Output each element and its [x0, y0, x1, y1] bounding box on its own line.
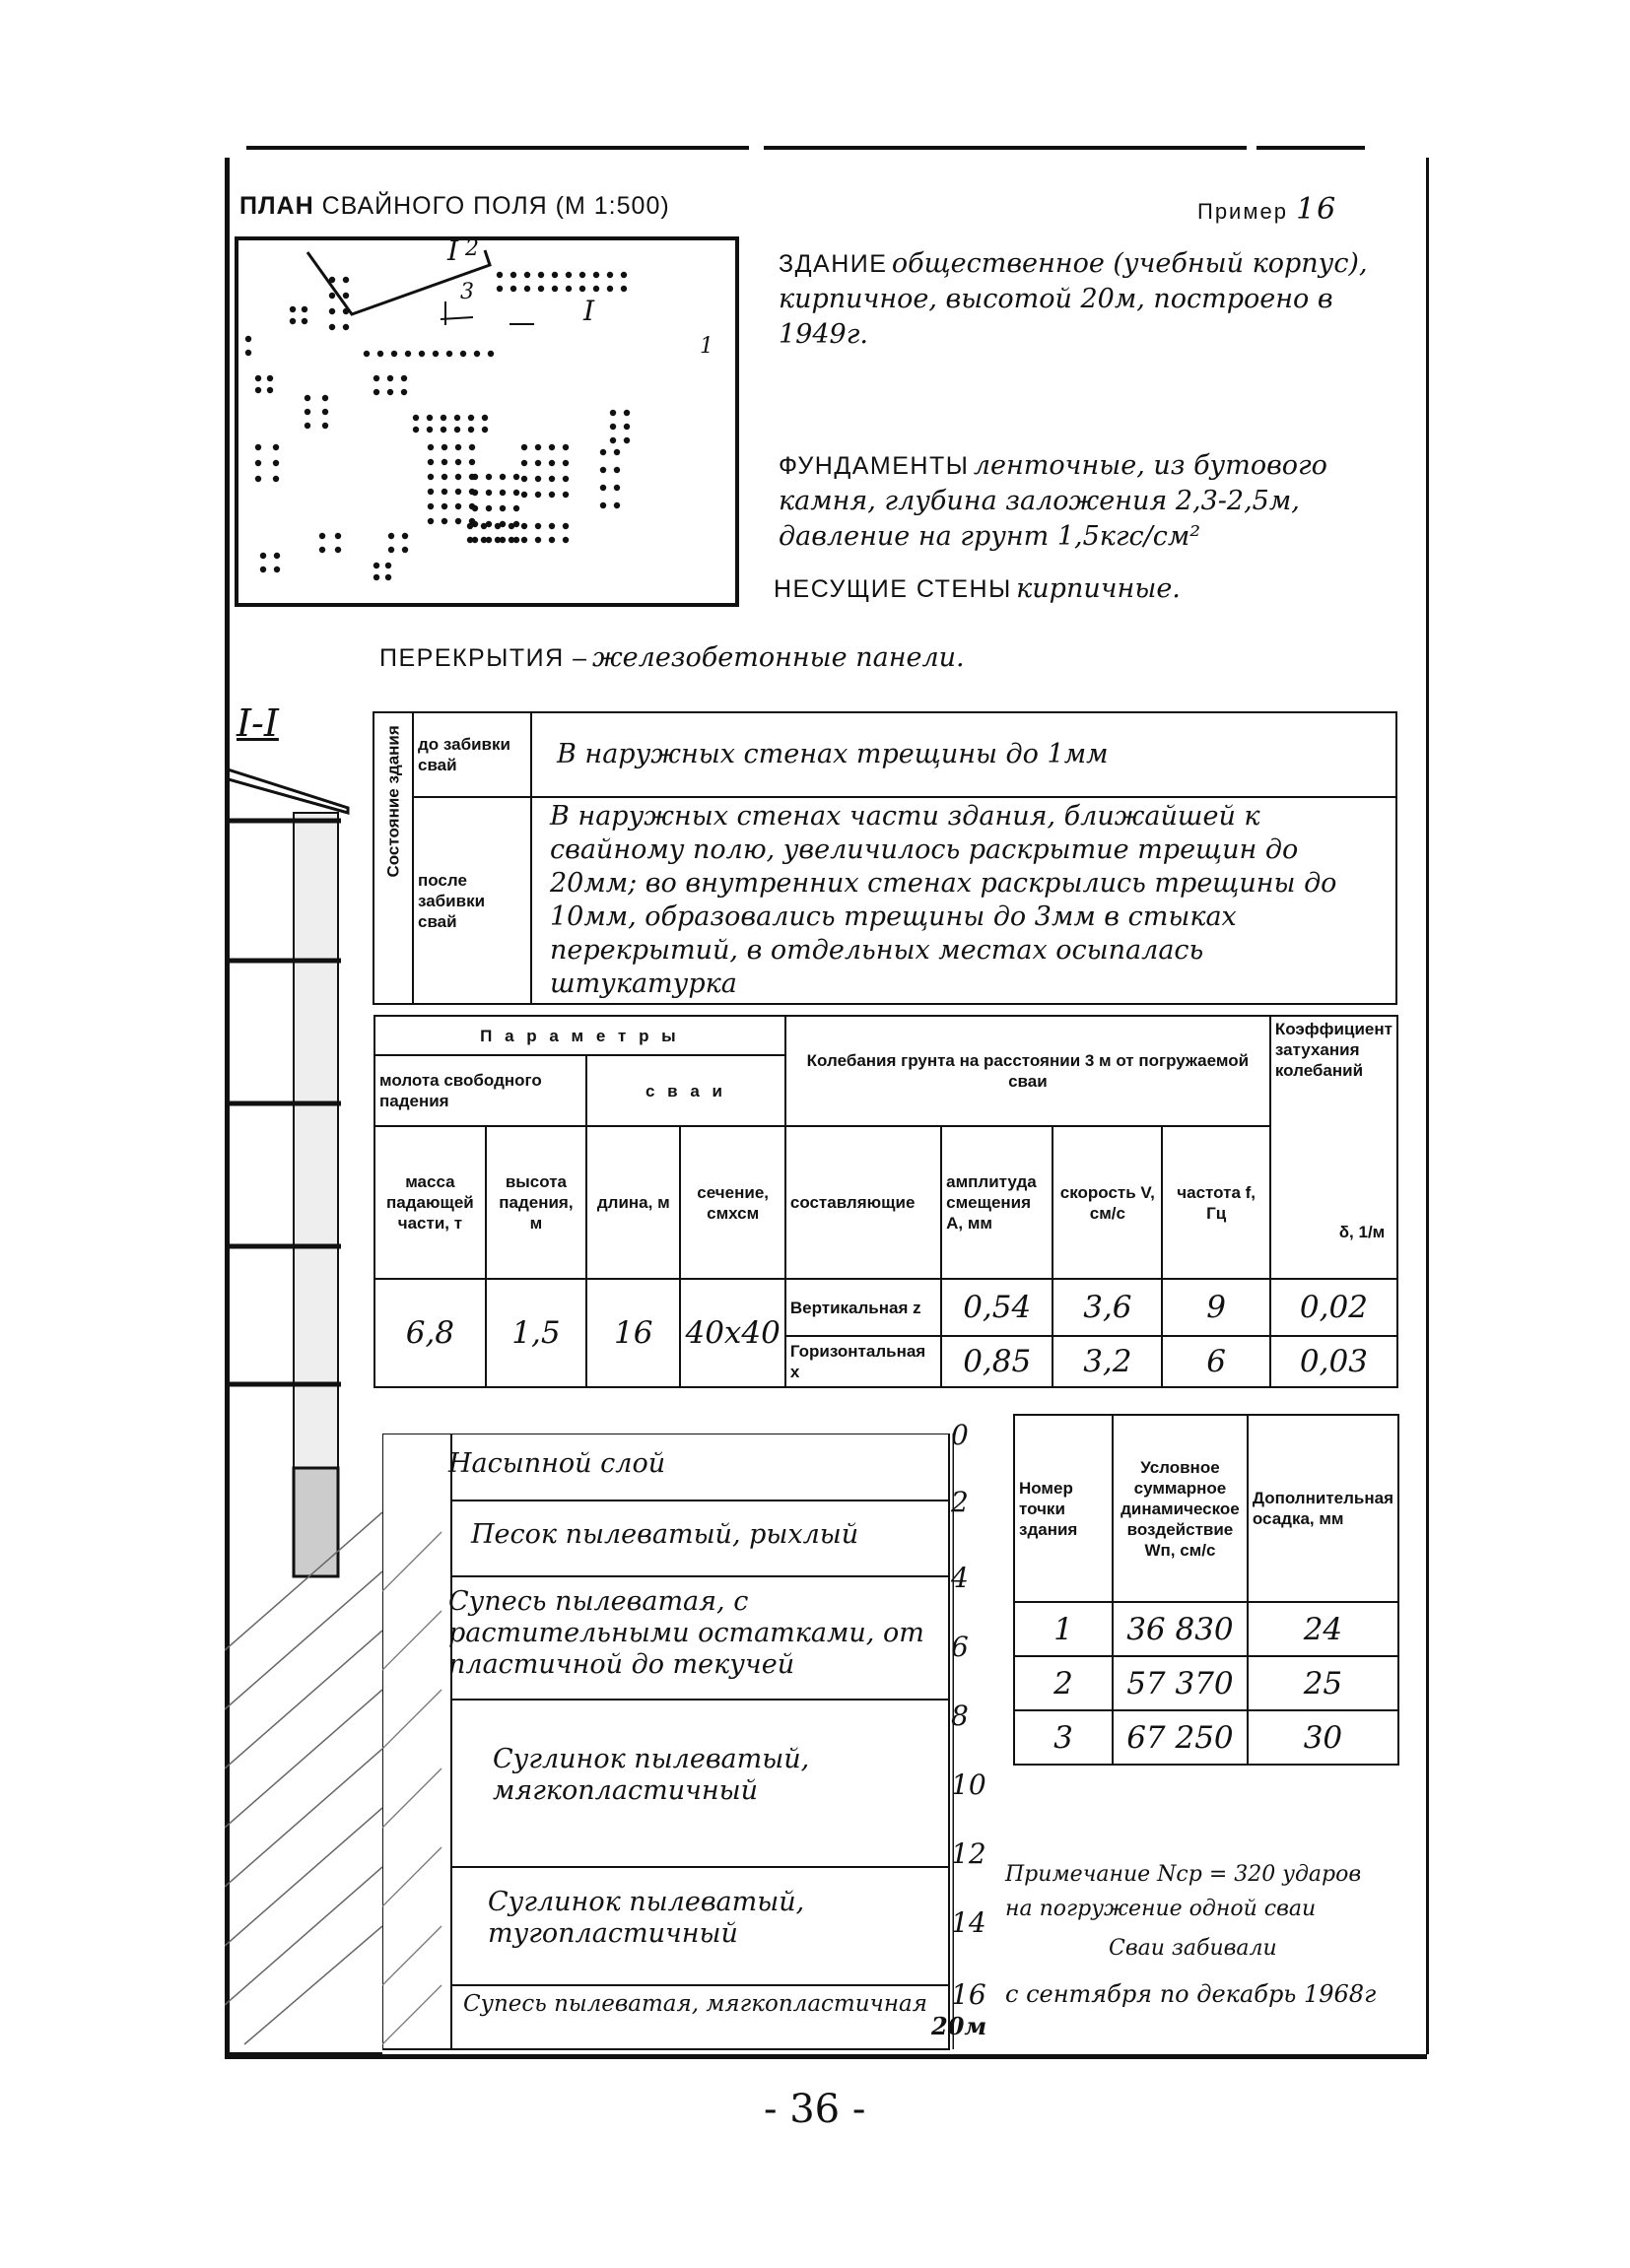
top-rule [764, 146, 1247, 150]
col-amp: амплитуда смещения А, мм [941, 1126, 1053, 1279]
pile-dot [387, 389, 393, 395]
pile-dot [455, 503, 461, 509]
pile-dot [566, 272, 572, 278]
col-component: составляющие [785, 1126, 941, 1279]
depth-2: 2 [951, 1486, 969, 1518]
pile-dot [364, 351, 370, 357]
pile-dot [260, 553, 266, 559]
amp-horizontal: 0,85 [941, 1336, 1053, 1387]
soil-layer-6: Супесь пылеватая, мягкопластичная [463, 1991, 927, 2017]
pile-dot [510, 272, 516, 278]
pile-dot [428, 459, 434, 465]
pile-dot [610, 437, 616, 443]
pile-dot [486, 505, 492, 511]
pile-dot [579, 272, 585, 278]
pile-dot [255, 476, 261, 482]
pile-dot [441, 444, 447, 450]
pile-dot [510, 286, 516, 292]
pile-dot [428, 489, 434, 495]
pile-dot [495, 537, 501, 543]
pile-dot [607, 286, 613, 292]
pile-dot [322, 395, 328, 401]
pile-dot [549, 460, 555, 466]
pile-dot [521, 460, 527, 466]
pile-dot [273, 444, 279, 450]
pile-dot [549, 537, 555, 543]
pile-dot [563, 492, 569, 498]
effect-1: 36 830 [1113, 1602, 1248, 1656]
pile-dot [255, 387, 261, 393]
pile-dot [274, 567, 280, 572]
pile-dot [593, 286, 599, 292]
pile-dot [563, 523, 569, 529]
parameters-table [374, 1015, 1398, 1388]
pile-dot [455, 489, 461, 495]
pile-dot [500, 474, 506, 480]
state-after-label: после забивки свай [413, 797, 531, 1004]
pile-dot [524, 286, 530, 292]
pile-dot [621, 286, 627, 292]
pile-dot [460, 351, 466, 357]
example-number: 16 [1296, 192, 1338, 227]
pile-dot [454, 427, 460, 433]
note-line-3: Сваи забивали [1109, 1936, 1277, 1961]
pile-dot [245, 336, 251, 342]
pile-dot [388, 547, 394, 553]
pile-dot [374, 574, 379, 580]
top-rule [246, 146, 749, 150]
pile-dot [455, 444, 461, 450]
pile-dot [260, 567, 266, 572]
note-line-2: на погружение одной сваи [1005, 1897, 1317, 1921]
point-1: 1 [1014, 1602, 1113, 1656]
pile-dot [521, 476, 527, 482]
pile-dot [319, 547, 325, 553]
pile-dot [329, 308, 335, 314]
pile-dot [322, 423, 328, 429]
speed-vertical: 3,6 [1053, 1279, 1162, 1336]
mass-value: 6,8 [374, 1279, 486, 1387]
pile-dot [273, 460, 279, 466]
delta-vertical: 0,02 [1270, 1279, 1397, 1336]
pile-dot [329, 324, 335, 330]
pile-dot [401, 389, 407, 395]
pile-dot [428, 444, 434, 450]
height-value: 1,5 [486, 1279, 586, 1387]
pile-dot [377, 351, 383, 357]
speed-horizontal: 3,2 [1053, 1336, 1162, 1387]
top-rule [1256, 146, 1365, 150]
pile-dot [593, 272, 599, 278]
pile-dot [329, 293, 335, 299]
soil-layer-2: Песок пылеватый, рыхлый [471, 1519, 859, 1550]
pile-dot [413, 427, 419, 433]
pile-dot [441, 415, 446, 421]
walls-label: НЕСУЩИЕ СТЕНЫ [774, 575, 1012, 603]
foundations-value: ленточные, из бутового камня, глубина заложения 2,3-2,5м, давление на грунт 1,5кгс/см² [779, 450, 1327, 552]
building-state-table [373, 711, 1397, 1005]
pile-dot [441, 518, 447, 524]
pile-dot [472, 474, 478, 480]
pile-dot [441, 427, 446, 433]
depth-12: 12 [951, 1837, 986, 1870]
depth-8: 8 [951, 1700, 969, 1732]
col-effect: Условное суммарное динамическое воздействие Wп, см/с [1113, 1415, 1248, 1602]
col-point: Номер точки здания [1014, 1415, 1113, 1602]
floors-label: ПЕРЕКРЫТИЯ – [379, 644, 588, 672]
pile-dot [610, 424, 616, 430]
pile-dot [441, 474, 447, 480]
col-settle: Дополнительная осадка, мм [1248, 1415, 1398, 1602]
pile-dot [486, 474, 492, 480]
freq-horizontal: 6 [1162, 1336, 1269, 1387]
pile-dot [290, 306, 296, 312]
pile-dot [535, 476, 541, 482]
pile-dot [497, 286, 503, 292]
pile-dot [469, 444, 475, 450]
pile-dot [481, 523, 487, 529]
col-speed: скорость V, см/с [1053, 1126, 1162, 1279]
pile-field-plan [235, 236, 739, 607]
plan-label-3: 3 [460, 280, 474, 304]
pile-dot [274, 553, 280, 559]
pile-dot [305, 409, 310, 415]
pile-dot [614, 502, 620, 508]
state-before-label: до забивки свай [413, 712, 531, 797]
freq-vertical: 9 [1162, 1279, 1269, 1336]
pile-dot [468, 415, 474, 421]
pile-dot [614, 449, 620, 455]
pile-field-drawing [238, 240, 735, 603]
pile-dot [467, 523, 473, 529]
pile-dot [255, 460, 261, 466]
pile-dot [433, 351, 439, 357]
pile-dot [482, 427, 488, 433]
pile-dot [486, 490, 492, 496]
plan-label-I: I [447, 234, 459, 267]
pile-dot [335, 547, 341, 553]
settle-2: 25 [1248, 1656, 1398, 1710]
pile-dot [467, 537, 473, 543]
depth-6: 6 [951, 1631, 969, 1663]
pile-dot [255, 375, 261, 381]
pile-dot [343, 277, 349, 283]
coef-header: Коэффициент затухания колебаний [1270, 1016, 1397, 1279]
pile-dot [472, 490, 478, 496]
bottom-rule [225, 2054, 1427, 2059]
pile-dot [402, 547, 408, 553]
pile-dot [552, 272, 558, 278]
building-section-drawing [225, 764, 382, 2054]
point-3: 3 [1014, 1710, 1113, 1765]
col-section: сечение, смхсм [680, 1126, 784, 1279]
pile-dot [343, 293, 349, 299]
pile-dot [455, 474, 461, 480]
pile-dot [513, 505, 519, 511]
pile-dot [535, 492, 541, 498]
pile-dot [495, 523, 501, 529]
settle-3: 30 [1248, 1710, 1398, 1765]
pile-dot [538, 286, 544, 292]
floors-block [379, 640, 1168, 676]
pile-dot [509, 523, 514, 529]
pile-dot [374, 563, 379, 568]
pile-dot [579, 286, 585, 292]
effect-2: 57 370 [1113, 1656, 1248, 1710]
pile-dot [521, 444, 527, 450]
pile-dot [469, 459, 475, 465]
pile-dot [488, 351, 494, 357]
amp-vertical: 0,54 [941, 1279, 1053, 1336]
pile-dot [614, 485, 620, 491]
pile-dot [391, 351, 397, 357]
pile-dot [413, 415, 419, 421]
length-value: 16 [586, 1279, 680, 1387]
pile-dot [549, 476, 555, 482]
component-horizontal: Горизонтальная x [785, 1336, 941, 1387]
soil-layer-1: Насыпной слой [448, 1448, 666, 1479]
floors-value: железобетонные панели. [591, 642, 965, 673]
state-row-header-cell [374, 712, 413, 1004]
pile-dot [305, 423, 310, 429]
delta-horizontal: 0,03 [1270, 1336, 1397, 1387]
depth-14: 14 [951, 1906, 986, 1939]
pile-dot [500, 505, 506, 511]
pile-dot [329, 277, 335, 283]
pile-dot [468, 427, 474, 433]
pile-dot [419, 351, 425, 357]
pile-dot [600, 502, 606, 508]
pile-dot [441, 503, 447, 509]
pile-dot [427, 415, 433, 421]
page-number: - 36 - [764, 2087, 866, 2132]
foundations-block [779, 448, 1370, 555]
state-before-text: В наружных стенах трещины до 1мм [531, 712, 1396, 797]
soil-layer-3: Супесь пылеватая, с растительными остатками, от пластичной до текучей [448, 1586, 924, 1680]
pile-dot [521, 523, 527, 529]
pile-dot [513, 474, 519, 480]
pile-header: с в а и [586, 1055, 785, 1126]
pile-dot [388, 533, 394, 539]
col-delta: δ, 1/м [1338, 1223, 1386, 1241]
pile-dot [441, 489, 447, 495]
pile-dot [428, 474, 434, 480]
pile-dot [563, 444, 569, 450]
pile-dot [624, 424, 630, 430]
building-block [779, 246, 1370, 353]
pile-dot [563, 460, 569, 466]
note-line-4: с сентября по декабрь 1968г [1005, 1980, 1377, 2008]
pile-dot [552, 286, 558, 292]
pile-dot [405, 351, 411, 357]
pile-dot [497, 272, 503, 278]
pile-dot [513, 490, 519, 496]
section-label: I-I [237, 701, 279, 745]
section-value: 40х40 [680, 1279, 784, 1387]
note-line-1: Примечание Nср = 320 ударов [1005, 1862, 1362, 1887]
plan-label-I-mid: I [583, 295, 595, 327]
params-group: П а р а м е т р ы [374, 1016, 785, 1055]
pile-dot [481, 537, 487, 543]
pile-dot [446, 351, 452, 357]
col-freq: частота f, Гц [1162, 1126, 1269, 1279]
pile-dot [524, 272, 530, 278]
soil-layer-5: Суглинок пылеватый, тугопластичный [488, 1887, 805, 1949]
pile-dot [455, 518, 461, 524]
pile-dot [482, 415, 488, 421]
pile-dot [255, 444, 261, 450]
pile-dot [549, 492, 555, 498]
pile-dot [472, 505, 478, 511]
pile-dot [245, 350, 251, 356]
pile-dot [549, 444, 555, 450]
pile-dot [343, 324, 349, 330]
pile-dot [521, 537, 527, 543]
plan-label-1: 1 [700, 334, 713, 359]
pile-dot [428, 503, 434, 509]
building-label: ЗДАНИЕ [779, 250, 888, 278]
pile-dot [509, 537, 514, 543]
walls-value: кирпичные. [1016, 573, 1181, 604]
pile-dot [600, 485, 606, 491]
building-value: общественное (учебный корпус), кирпичное, высотой 20м, построено в 1949г. [779, 248, 1368, 350]
depth-0: 0 [951, 1419, 969, 1451]
plan-title [239, 192, 670, 221]
vibration-group: Колебания грунта на расстоянии 3 м от погружаемой сваи [785, 1016, 1270, 1126]
pile-dot [535, 523, 541, 529]
col-length: длина, м [586, 1126, 680, 1279]
pile-dot [302, 318, 307, 324]
pile-dot [385, 574, 391, 580]
pile-dot [624, 410, 630, 416]
plan-label-2: 2 [465, 236, 479, 261]
pile-dot [428, 518, 434, 524]
col-mass: масса падающей части, т [374, 1126, 486, 1279]
pile-dot [600, 467, 606, 473]
pile-dot [610, 410, 616, 416]
pile-dot [385, 563, 391, 568]
pile-dot [600, 449, 606, 455]
state-after-text: В наружных стенах части здания, ближайшей к свайному полю, увеличилось раскрытие трещин до 20мм; во внутренних стенах раскрылись трещины до 10мм, образовались трещины до 3мм в стыках перекрытий, в отдельных местах осыпалась штукатурка [531, 797, 1396, 1004]
point-2: 2 [1014, 1656, 1113, 1710]
pile-dot [535, 444, 541, 450]
state-row-header: Состояние здания [383, 724, 403, 877]
hammer-header: молота свободного падения [374, 1055, 586, 1126]
pile-dot [563, 476, 569, 482]
depth-10: 10 [951, 1768, 986, 1801]
pile-dot [535, 537, 541, 543]
pile-dot [343, 308, 349, 314]
depth-4: 4 [951, 1562, 969, 1594]
pile-dot [305, 395, 310, 401]
pile-dot [374, 375, 379, 381]
pile-dot [549, 523, 555, 529]
foundations-label: ФУНДАМЕНТЫ [779, 452, 970, 480]
depth-20: 20м [931, 2012, 987, 2040]
example-label [1197, 192, 1337, 227]
effect-3: 67 250 [1113, 1710, 1248, 1765]
pile-dot [566, 286, 572, 292]
plan-title-rest: СВАЙНОГО ПОЛЯ (М 1:500) [321, 192, 670, 220]
pile-dot [563, 537, 569, 543]
pile-dot [538, 272, 544, 278]
plan-title-bold: ПЛАН [239, 192, 314, 220]
pile-dot [374, 389, 379, 395]
pile-dot [621, 272, 627, 278]
example-text: Пример [1197, 199, 1288, 224]
col-height: высота падения, м [486, 1126, 586, 1279]
building-points-table [1013, 1414, 1399, 1766]
pile-dot [500, 490, 506, 496]
pile-dot [474, 351, 480, 357]
pile-dot [267, 375, 273, 381]
pile-dot [402, 533, 408, 539]
pile-dot [387, 375, 393, 381]
pile-dot [319, 533, 325, 539]
walls-block [774, 571, 1385, 607]
pile-dot [441, 459, 447, 465]
pile-dot [401, 375, 407, 381]
pile-dot [290, 318, 296, 324]
pile-dot [455, 459, 461, 465]
pile-dot [267, 387, 273, 393]
depth-16: 16 [951, 1978, 986, 2011]
pile-dot [427, 427, 433, 433]
pile-dot [535, 460, 541, 466]
pile-dot [614, 467, 620, 473]
pile-dot [335, 533, 341, 539]
pile-dot [624, 437, 630, 443]
pile-dot [322, 409, 328, 415]
pile-dot [454, 415, 460, 421]
soil-layer-4: Суглинок пылеватый, мягкопластичный [493, 1744, 810, 1806]
pile-dot [302, 306, 307, 312]
pile-dot [521, 492, 527, 498]
component-vertical: Вертикальная z [785, 1279, 941, 1336]
pile-dot [273, 476, 279, 482]
pile-dot [607, 272, 613, 278]
settle-1: 24 [1248, 1602, 1398, 1656]
